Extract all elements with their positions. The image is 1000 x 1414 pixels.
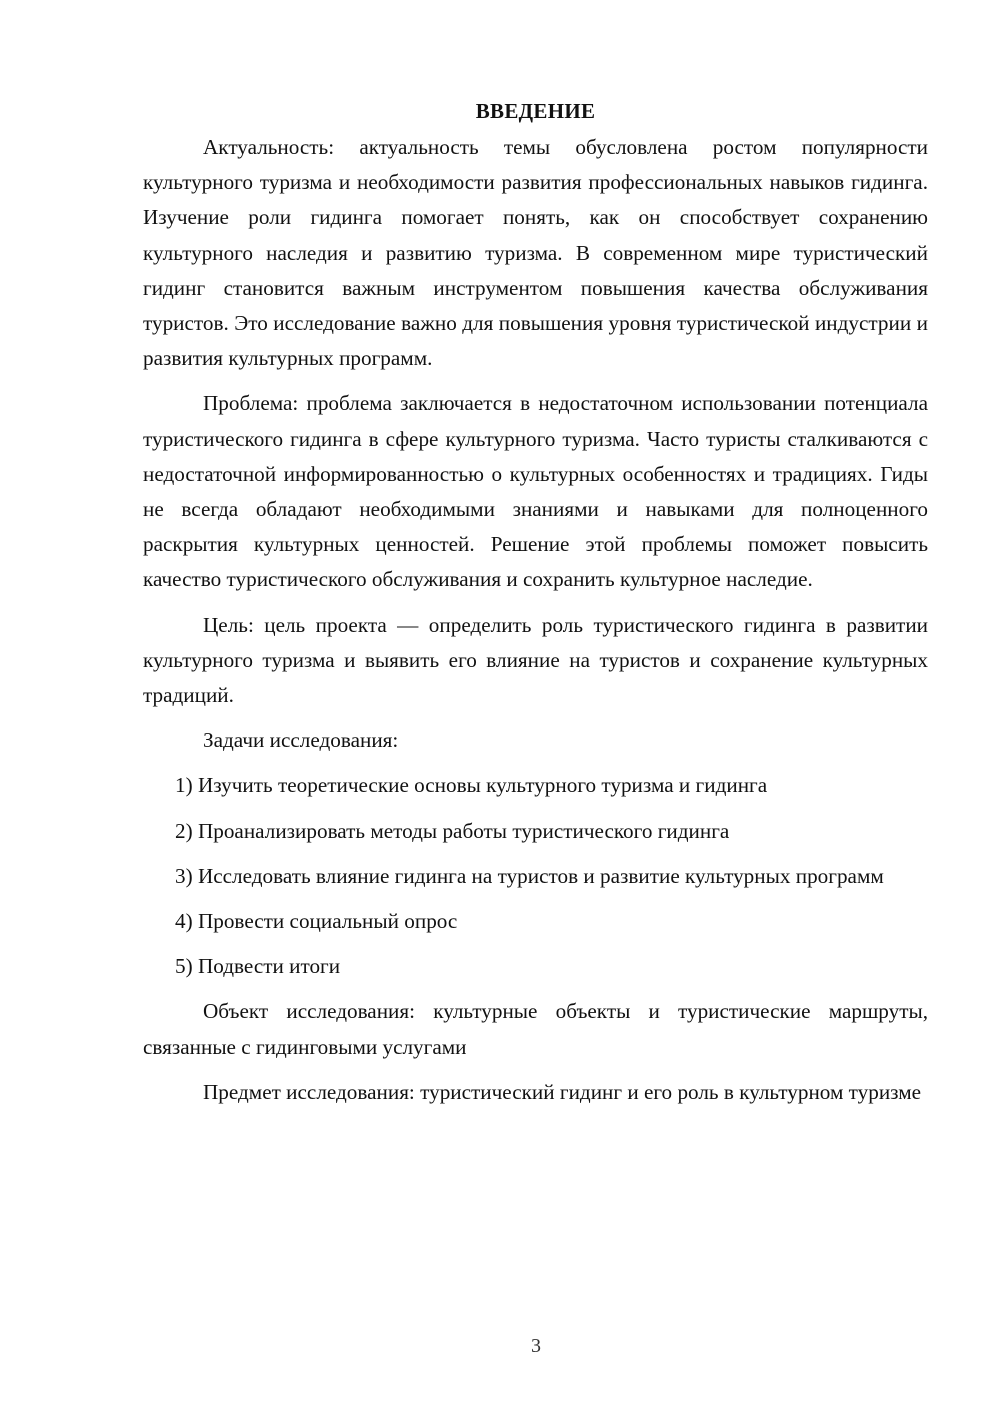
page-title: ВВЕДЕНИЕ — [475, 99, 596, 123]
object-paragraph: Объект исследования: культурные объекты и туристические маршруты, связанные с гидинговыми услугами — [143, 999, 928, 1059]
list-item: 1) Изучить теоретические основы культурного туризма и гидинга — [175, 773, 768, 798]
problem-paragraph: Проблема: проблема заключается в недостаточном использовании потенциала туристического гидинга в сфере культурного туризма. Часто туристы сталкиваются с недостаточной информированностью о культурных особенностях и традициях. Гиды не всегда обладают необходимыми знаниями и навыками для полноценного раскрытия культурных ценностей. Решение этой проблемы поможет повысить качество туристического обслуживания и сохранить культурное наследие. — [143, 391, 928, 592]
tasks-title: Задачи исследования: — [203, 728, 399, 753]
subject-paragraph: Предмет исследования: туристический гидинг и его роль в культурном туризме — [203, 1079, 922, 1104]
list-item: 2) Проанализировать методы работы туристического гидинга — [175, 818, 730, 843]
list-item: 5) Подвести итоги — [175, 954, 341, 979]
goal-paragraph: Цель: цель проекта — определить роль туристического гидинга в развитии культурного туризма и выявить его влияние на туристов и сохранение культурных традиций. — [143, 612, 928, 708]
list-item: 4) Провести социальный опрос — [175, 909, 458, 934]
page-number: 3 — [531, 1335, 541, 1357]
list-item: 3) Исследовать влияние гидинга на туристов и развитие культурных программ — [175, 863, 884, 888]
document-page — [143, 94, 928, 1110]
relevance-paragraph: Актуальность: актуальность темы обусловлена ростом популярности культурного туризма и необходимости развития профессиональных навыков гидинга. Изучение роли гидинга помогает понять, как он способствует сохранению культурного наследия и развитию туризма. В современном мире туристический гидинг становится важным инструментом повышения качества обслуживания туристов. Это исследование важно для повышения уровня туристической индустрии и развития культурных программ. — [143, 135, 928, 371]
